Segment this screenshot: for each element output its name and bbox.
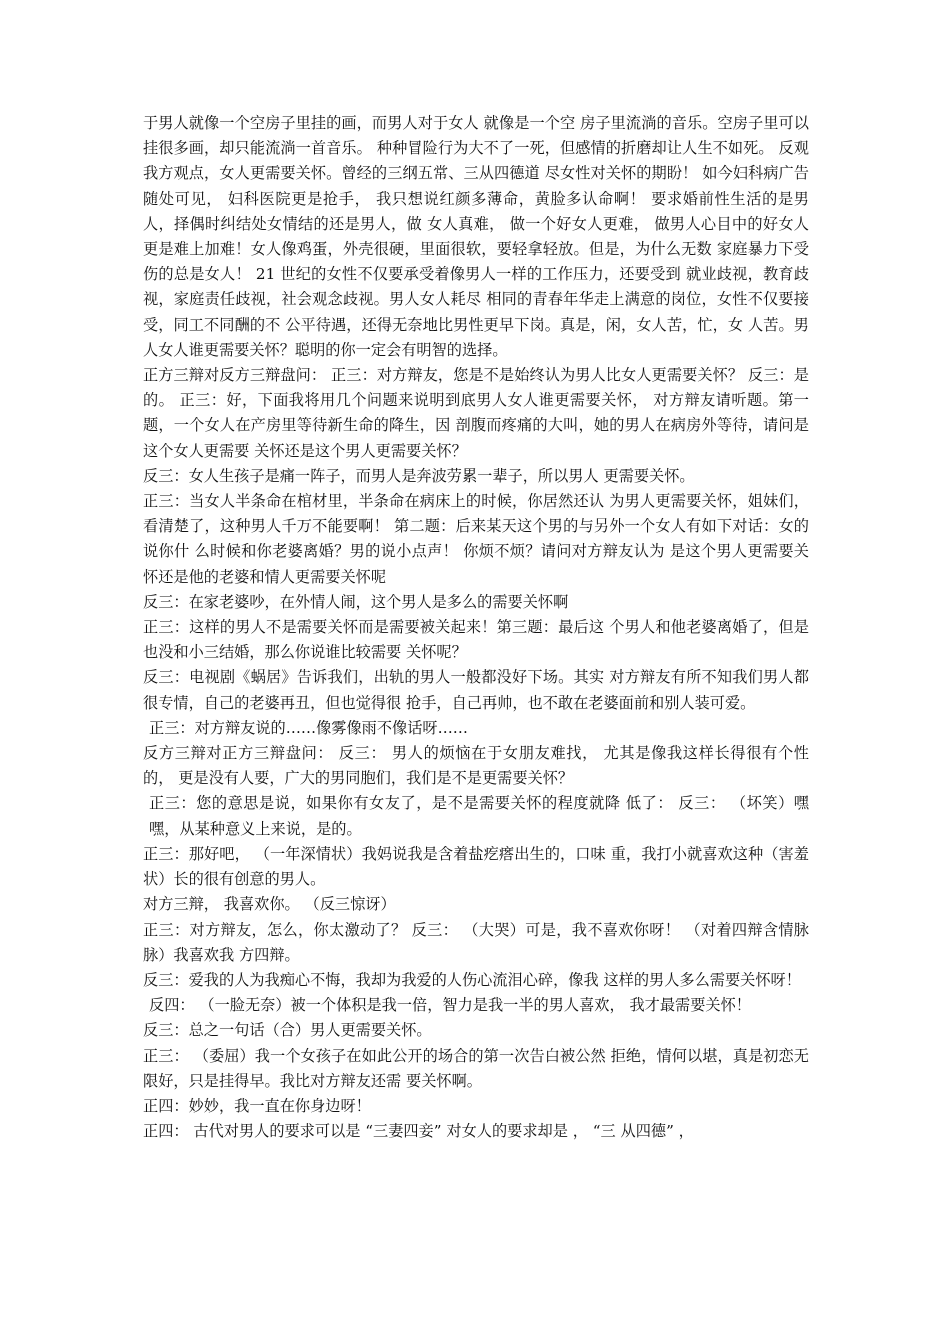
paragraph: 正三：那好吧， （一年深情状）我妈说我是含着盐疙瘩出生的，口味 重，我打小就喜欢这种（害羞状）长的很有创意的男人。 (143, 844, 809, 889)
paragraph: 正四：妙妙，我一直在你身边呀！ (143, 1096, 371, 1115)
paragraph: 正三：这样的男人不是需要关怀而是需要被关起来！第三题：最后这 个男人和他老婆离婚了，但是也没和小三结婚，那么你说谁比较需要 关怀呢？ (143, 618, 809, 662)
paragraph: 于男人就像一个空房子里挂的画，而男人对于女人 就像是一个空 房子里流淌的音乐。空房子里可以挂很多画，却只能流淌一首音乐。 种种冒险行为大不了一死，但感情的折磨却让人生不如死。 反观我方观点，女人更需要关怀。曾经的三纲五常、三从四德道 尽女性对关怀的期盼！ 如今妇科病广告随处可见， 妇科医院更是抢手， 我只想说红颜多薄命，黄脸多认命啊！ 要求婚前性生活的是男人，择偶时纠结处女情结的还是男人，做 女人真难， 做一个好女人更难， 做男人心目中的好女人更是难上加难！女人像鸡蛋，外壳很硬，里面很软，要轻拿轻放。但是，为什么无数 家庭暴力下受伤的总是女人！ 21 世纪的女性不仅要承受着像男人一样的工作压力，还要受到 就业歧视，教育歧视，家庭责任歧视，社会观念歧视。男人女人耗尽 相同的青春年华走上满意的岗位，女性不仅要接受，同工不同酬的不 公平待遇，还得无奈地比男性更早下岗。真是，闲，女人苦，忙，女 人苦。男人女人谁更需要关怀？聪明的你一定会有明智的选择。 (143, 114, 809, 359)
paragraph: 反三：爱我的人为我痴心不悔，我却为我爱的人伤心流泪心碎，像我 这样的男人多么需要关怀呀！ (143, 970, 801, 989)
paragraph: 反三：在家老婆吵，在外情人闹，这个男人是多么的需要关怀啊 (143, 592, 569, 611)
paragraph: 正三：当女人半条命在棺材里，半条命在病床上的时候，你居然还认 为男人更需要关怀，姐妹们，看清楚了，这种男人千万不能要啊！ 第二题：后来某天这个男的与另外一个女人有如下对话：女的说你什 么时候和你老婆离婚？男的说小点声！ 你烦不烦？请问对方辩友认为 是这个男人更需要关怀还是他的老婆和情人更需要关怀呢 (143, 492, 809, 586)
paragraph: 对方三辩， 我喜欢你。 （反三惊讶） (143, 895, 396, 914)
paragraph: 反三：女人生孩子是痛一阵子，而男人是奔波劳累一辈子，所以男人 更需要关怀。 (143, 466, 695, 485)
document-page (143, 111, 809, 1144)
paragraph: 正三：您的意思是说，如果你有女友了，是不是需要关怀的程度就降 低了： 反三： （坏笑）嘿嘿，从某种意义上来说，是的。 (149, 794, 809, 838)
paragraph: 正方三辩对反方三辩盘问： 正三：对方辩友，您是不是始终认为男人比女人更需要关怀？ 反三：是的。 正三：好，下面我将用几个问题来说明到底男人女人谁更需要关怀， 对方辩友请听题。第一题，一个女人在产房里等待新生命的降生，因 剖腹而疼痛的大叫，她的男人在病房外等待，请问是这个女人更需要 关怀还是这个男人更需要关怀？ (143, 366, 809, 460)
paragraph: 反方三辩对正方三辩盘问： 反三： 男人的烦恼在于女朋友难找， 尤其是像我这样长得很有个性的， 更是没有人要，广大的男同胞们，我们是不是更需要关怀？ (143, 744, 809, 788)
paragraph: 正四： 古代对男人的要求可以是 “三妻四妾” 对女人的要求却是 ， “三 从四德” ， (143, 1122, 694, 1141)
paragraph: 正三： （委屈）我一个女孩子在如此公开的场合的第一次告白被公然 拒绝，情何以堪，真是初恋无限好，只是挂得早。我比对方辩友还需 要关怀啊。 (143, 1046, 809, 1090)
paragraph: 正三：对方辩友，怎么，你太激动了？ 反三： （大哭）可是，我不喜欢你呀！ （对着四辩含情脉脉）我喜欢我 方四辩。 (143, 920, 809, 964)
paragraph: 反四： （一脸无奈）被一个体积是我一倍，智力是我一半的男人喜欢， 我才最需要关怀！ (149, 996, 751, 1015)
paragraph: 反三：电视剧《蜗居》告诉我们，出轨的男人一般都没好下场。其实 对方辩友有所不知我们男人都很专情，自己的老婆再丑，但也觉得很 抢手，自己再帅，也不敢在老婆面前和别人装可爱。 (143, 668, 809, 712)
paragraph: 反三：总之一句话（合）男人更需要关怀。 (143, 1021, 432, 1040)
paragraph: 正三：对方辩友说的……像雾像雨不像话呀…… (149, 718, 468, 737)
